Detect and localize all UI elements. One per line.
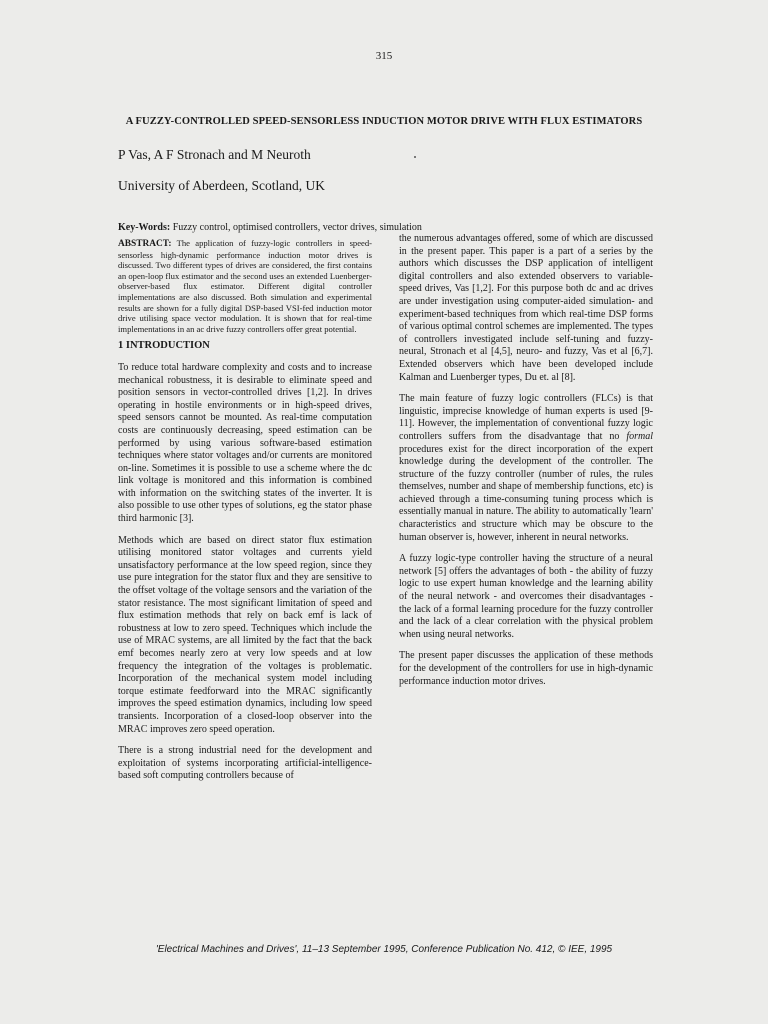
paper-title: A FUZZY-CONTROLLED SPEED-SENSORLESS INDUCTION MOTOR DRIVE WITH FLUX ESTIMATORS: [125, 116, 643, 127]
right-column: [399, 233, 653, 697]
authors: P Vas, A F Stronach and M Neuroth: [118, 147, 311, 162]
abstract-text: The application of fuzzy-logic controllers in speed-sensorless high-dynamic performance induction motor drives is discussed. Two different types of drives are considered, the first contains an open-loop flux estimator and the second uses an extended Luenberger-observer-based flux estimator. Different digital controller implementations are also discussed. Both simulation and experimental results are shown for a fully digital DSP-based VSI-fed induction motor drive utilising space vector modulation. It is shown that for real-time implementations in an ac drive fuzzy controllers offer great potential.: [118, 238, 372, 334]
page-footer: 'Electrical Machines and Drives', 11–13 September 1995, Conference Publication No. 412, © IEE, 1995: [155, 944, 613, 955]
paragraph: A fuzzy logic-type controller having the structure of a neural network [5] offers the advantages of both - the ability of fuzzy logic to use expert human knowledge and the learning ability of the neural network - and overcomes their disadvantages - the lack of a formal learning procedure for the fuzzy controller and the lack of a clear correlation with the physical problem when using neural networks.: [399, 553, 653, 640]
paragraph-text: The main feature of fuzzy logic controllers (FLCs) is that linguistic, imprecise knowledge of human experts is used [9-11]. However, the implementation of conventional fuzzy logic controllers suffers from the disadvantage that no: [399, 393, 653, 442]
page-number: 315: [375, 50, 393, 62]
affiliation: University of Aberdeen, Scotland, UK: [118, 178, 325, 193]
paragraph: the numerous advantages offered, some of which are discussed in the present paper. This paper is a part of a series by the authors which discusses the DSP application of intelligent digital controllers and also extended observers to variable-speed drives, Vas [1,2]. For this purpose both dc and ac drives are under investigation using computer-aided simulation- and experiment-based techniques from which real-time DSP forms of various optimal control schemes are implemented. The types of controllers investigated include self-tuning and fuzzy-neural, Stronach et al [4,5], neuro- and fuzzy, Vas et al [6,7]. Extended observers which have been developed include Kalman and Luenberger types, Du et. al [8].: [399, 233, 653, 383]
keywords: [118, 222, 422, 233]
abstract: [118, 238, 372, 334]
section-heading-introduction: 1 INTRODUCTION: [118, 340, 210, 352]
keywords-text: Fuzzy control, optimised controllers, vector drives, simulation: [170, 222, 422, 233]
keywords-label: Key-Words:: [118, 222, 171, 233]
paragraph: There is a strong industrial need for the development and exploitation of systems incorporating artificial-intelligence-based soft computing controllers because of: [118, 745, 372, 782]
emphasis-formal: formal: [626, 430, 653, 442]
paragraph: Methods which are based on direct stator flux estimation utilising monitored stator voltages and currents yield unsatisfactory performance at the low speed region, since they use pure integration for the stator flux and they are sensitive to the offset voltage of the voltage sensors and the variation of the stator resistance. The most significant limitation of speed and flux estimation methods that rely on back emf is lack of robustness at low to zero speed. Techniques which include the use of MRAC systems, are all limited by the fact that the back emf becomes nearly zero at very low speeds and at low frequency the integration of the voltages is problematic. Incorporation of the mechanical system model including torque estimate feedforward into the MRAC significantly improves the speed estimation dynamics, including low speed transients. Incorporation of a closed-loop observer into the MRAC improves zero speed operation.: [118, 534, 372, 735]
left-column: [118, 238, 372, 792]
paragraph: The present paper discusses the application of these methods for the development of the controllers for use in high-dynamic performance induction motor drives.: [399, 650, 653, 687]
paragraph: [399, 393, 653, 544]
paragraph: To reduce total hardware complexity and costs and to increase mechanical robustness, it is desirable to eliminate speed and position sensors in vector-controlled drives [1,2]. In drives operating in hostile environments or in high-speed drives, speed sensors cannot be mounted. As real-time computation costs are continuously decreasing, speed estimation can be performed by using various software-based estimation techniques where stator voltages and/or currents are monitored on-line. Sometimes it is possible to use a scheme where the dc link voltage is monitored and this information is combined with information on the switching states of the inverter. It is also possible to use other types of solutions, eg the stator phase third harmonic [3].: [118, 361, 372, 525]
speck-mark: [414, 156, 416, 158]
paragraph-text: procedures exist for the direct incorporation of the expert knowledge during the development of the controller. The structure of the fuzzy controller (number of rules, the rules themselves, number and shape of membership functions, etc) is achieved through a time-consuming tuning process which is essentially manual in nature. The ability to automatically 'learn' characteristics and structure which may be obscure to the human observer is, however, inherent in neural networks.: [399, 443, 653, 543]
abstract-label: ABSTRACT:: [118, 239, 172, 249]
